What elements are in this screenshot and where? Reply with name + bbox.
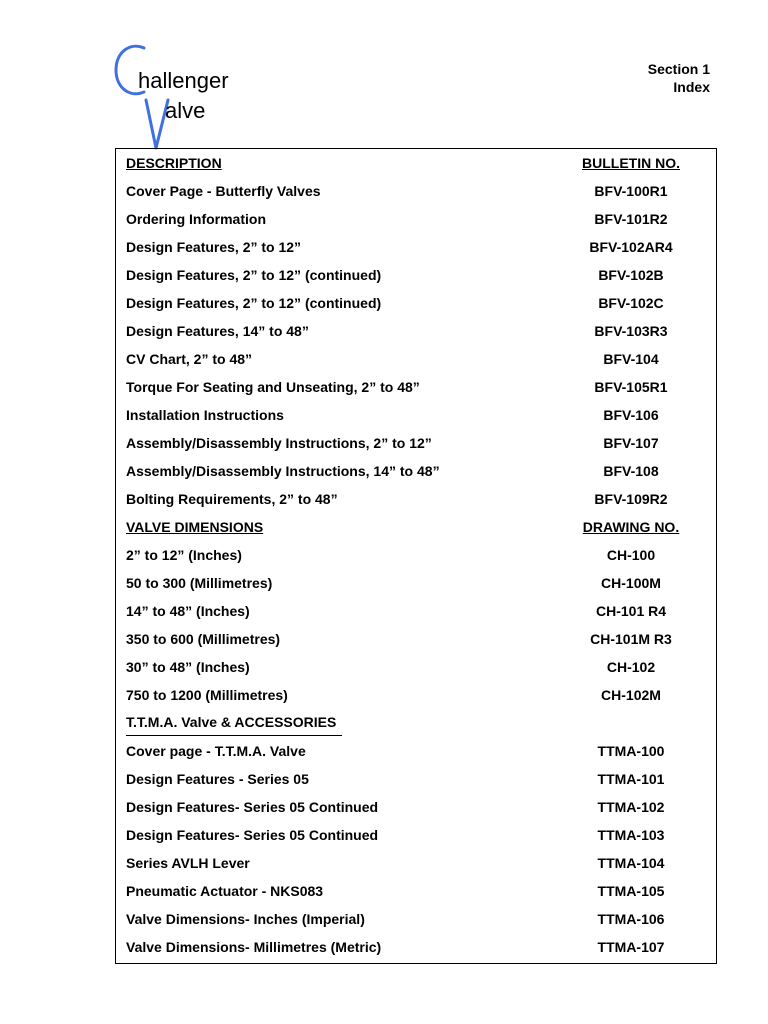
entry-description: 750 to 1200 (Millimetres)	[126, 687, 288, 703]
ttma-row	[126, 737, 706, 765]
entry-code: BFV-100R1	[594, 183, 668, 199]
entry-code: CH-101M R3	[590, 631, 672, 647]
entry-description: 14” to 48” (Inches)	[126, 603, 250, 619]
entry-description: Design Features- Series 05 Continued	[126, 827, 379, 843]
entry-code: CH-100M	[601, 575, 661, 591]
entry-code: TTMA-103	[597, 827, 665, 843]
entry-description: Pneumatic Actuator - NKS083	[126, 883, 324, 899]
entry-description: Bolting Requirements, 2” to 48”	[126, 491, 338, 507]
entry-code: BFV-108	[603, 463, 659, 479]
entry-code: CH-101 R4	[595, 603, 667, 619]
dimension-row	[126, 541, 706, 569]
bulletin-row	[126, 485, 706, 513]
entry-code: TTMA-101	[597, 771, 665, 787]
bulletin-row	[126, 205, 706, 233]
entry-code: BFV-109R2	[594, 491, 668, 507]
entry-description: Installation Instructions	[126, 407, 284, 423]
logo-mark	[110, 42, 280, 152]
entry-description: Valve Dimensions- Millimetres (Metric)	[126, 939, 382, 955]
ttma-header-row	[126, 709, 706, 737]
entry-description: Design Features - Series 05	[126, 771, 309, 787]
section-number: Section 1	[647, 61, 710, 77]
bulletin-row	[126, 233, 706, 261]
bulletin-row	[126, 373, 706, 401]
section-header	[648, 60, 710, 96]
bulletin-column-header: BULLETIN NO.	[582, 155, 680, 171]
entry-description: Torque For Seating and Unseating, 2” to 48”	[126, 379, 420, 395]
ttma-row	[126, 765, 706, 793]
dimensions-header-row	[126, 513, 706, 541]
entry-description: Assembly/Disassembly Instructions, 14” to 48”	[126, 463, 440, 479]
entry-description: Series AVLH Lever	[126, 855, 250, 871]
logo-word-alve: alve	[165, 98, 206, 123]
entry-description: Design Features, 2” to 12”	[126, 239, 302, 255]
entry-code: CH-102M	[601, 687, 661, 703]
dimension-row	[126, 569, 706, 597]
dimension-row	[126, 653, 706, 681]
entry-description: Design Features, 2” to 12” (continued)	[126, 267, 382, 283]
ttma-row	[126, 793, 706, 821]
entry-code: BFV-103R3	[594, 323, 668, 339]
bulletin-row	[126, 261, 706, 289]
bulletin-row	[126, 429, 706, 457]
entry-code: BFV-104	[603, 351, 659, 367]
section-title: Index	[673, 79, 710, 95]
description-column-header: DESCRIPTION	[126, 155, 222, 171]
entry-code: CH-100	[606, 547, 656, 563]
entry-code: TTMA-104	[597, 855, 665, 871]
index-table	[115, 148, 717, 964]
entry-code: TTMA-107	[597, 939, 665, 955]
logo-word-hallenger: hallenger	[138, 68, 229, 93]
entry-description: Cover page - T.T.M.A. Valve	[126, 743, 306, 759]
bulletin-row	[126, 345, 706, 373]
entry-description: Design Features, 14” to 48”	[126, 323, 309, 339]
entry-description: Assembly/Disassembly Instructions, 2” to 12”	[126, 435, 432, 451]
entry-code: BFV-102AR4	[589, 239, 673, 255]
entry-code: TTMA-102	[597, 799, 665, 815]
entry-code: TTMA-106	[597, 911, 665, 927]
entry-description: 30” to 48” (Inches)	[126, 659, 250, 675]
drawing-column-header: DRAWING NO.	[582, 519, 680, 535]
bulletin-header-row	[126, 149, 706, 177]
dimension-row	[126, 681, 706, 709]
entry-description: 350 to 600 (Millimetres)	[126, 631, 281, 647]
bulletin-row	[126, 177, 706, 205]
entry-description: 50 to 300 (Millimetres)	[126, 575, 273, 591]
entry-code: BFV-107	[603, 435, 659, 451]
ttma-row	[126, 933, 706, 961]
entry-description: Design Features, 2” to 12” (continued)	[126, 295, 382, 311]
bulletin-row	[126, 317, 706, 345]
ttma-row	[126, 849, 706, 877]
ttma-row	[126, 905, 706, 933]
dimension-row	[126, 597, 706, 625]
entry-description: Design Features- Series 05 Continued	[126, 799, 379, 815]
entry-code: BFV-102C	[598, 295, 664, 311]
entry-code: BFV-102B	[598, 267, 664, 283]
entry-code: BFV-105R1	[594, 379, 668, 395]
bulletin-row	[126, 401, 706, 429]
dimension-row	[126, 625, 706, 653]
ttma-section-title: T.T.M.A. Valve & ACCESSORIES	[126, 709, 342, 736]
entry-description: Ordering Information	[126, 211, 266, 227]
entry-code: BFV-101R2	[594, 211, 668, 227]
entry-code: TTMA-100	[597, 743, 665, 759]
entry-code: TTMA-105	[597, 883, 665, 899]
bulletin-row	[126, 457, 706, 485]
dimensions-section-title: VALVE DIMENSIONS	[126, 519, 264, 535]
entry-description: Cover Page - Butterfly Valves	[126, 183, 321, 199]
entry-description: 2” to 12” (Inches)	[126, 547, 242, 563]
ttma-row	[126, 877, 706, 905]
entry-description: CV Chart, 2” to 48”	[126, 351, 253, 367]
entry-code: CH-102	[606, 659, 656, 675]
entry-description: Valve Dimensions- Inches (Imperial)	[126, 911, 365, 927]
bulletin-row	[126, 289, 706, 317]
entry-code: BFV-106	[603, 407, 659, 423]
ttma-row	[126, 821, 706, 849]
company-logo	[110, 42, 280, 152]
